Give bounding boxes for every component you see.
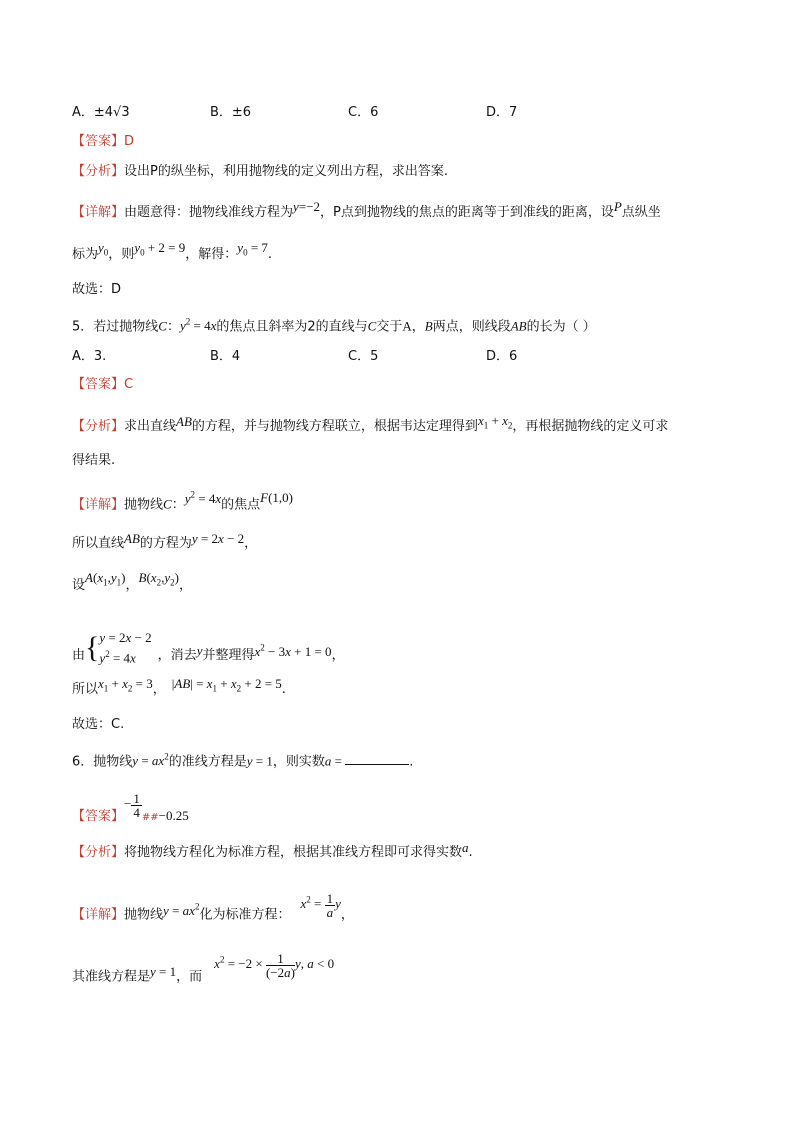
q6-stem: 6．抛物线$y = ax^2$的准线方程是y = 1，则实数a = . xyxy=(72,752,414,770)
detail-text: 并整理得 xyxy=(202,648,255,664)
math-x1x2: $x_1 + x_2$ xyxy=(477,413,513,431)
stem-text: 交于 xyxy=(376,319,403,335)
analysis-tag: 【分析】 xyxy=(72,419,125,434)
detail-tag: 【详解】 xyxy=(72,497,125,513)
math-focus: F(1,0) xyxy=(260,490,294,506)
math-length: $|AB| = x_1 + x_2 + 2 = 5$ xyxy=(171,676,282,694)
q6-detail: 【详解】抛物线$y = ax^2$化为标准方程：$x^2$ = $\frac{1}{a}$ y， xyxy=(72,890,354,923)
answer-alt: −0.25 xyxy=(158,808,189,824)
math-p: P xyxy=(613,199,622,214)
math-c: C xyxy=(163,496,172,512)
stem-text: 两点，则线段 xyxy=(432,319,511,335)
brace-icon: { xyxy=(85,630,100,664)
stem-text: 的长为（ ） xyxy=(526,319,596,335)
detail-text: 所以 xyxy=(72,682,99,697)
q4-answer xyxy=(72,133,134,151)
analysis-text: 的方程，并与抛物线方程联立，根据韦达定理得到 xyxy=(191,419,478,434)
math-b: B xyxy=(424,318,433,334)
math-c: C xyxy=(367,318,377,334)
math-parabola: $y = ax^2$ xyxy=(163,902,200,919)
detail-text: 其准线方程是 xyxy=(72,969,151,985)
q6-answer xyxy=(72,791,189,825)
q4-option-b: B．±6 xyxy=(210,105,252,120)
answer-tag: 【答案】 xyxy=(72,377,125,392)
stem-text: 的焦点且斜率为2的直线与 xyxy=(216,319,368,335)
q5-option-a: A．3. xyxy=(72,349,107,364)
math-a-eq: a = xyxy=(324,753,346,769)
q5-sum: 所以$x_1 + x_2 = 3$， $|AB| = x_1 + x_2 + 2 = 5$. xyxy=(72,676,286,697)
math-quadratic: $x^2 - 3x + 1 = 0$ xyxy=(254,642,332,660)
q4-detail-line2: 标为$y_0$，则$y_0 + 2 = 9$，解得：$y_0 = 7$. xyxy=(72,240,273,262)
math-answer: − $\frac{1}{4}$ xyxy=(124,791,140,820)
q5-line-equation: 所以直线AB的方程为y = 2x − 2， xyxy=(72,531,258,551)
analysis-tag: 【分析】 xyxy=(72,845,125,860)
math-a: A， xyxy=(402,318,425,334)
q4-analysis xyxy=(72,163,448,181)
math-parabola: $y^2 = 4x$ xyxy=(179,317,217,334)
analysis-text: ，再根据抛物线的定义可求 xyxy=(512,419,669,434)
detail-text: ，消去 xyxy=(157,648,197,664)
answer-tag: 【答案】 xyxy=(72,809,125,825)
detail-text: 的焦点 xyxy=(221,497,261,513)
math-standard-form: $x^2$ = $\frac{1}{a}$ y xyxy=(300,890,341,920)
math-y: y xyxy=(196,643,203,659)
stem-text: 5．若过抛物线 xyxy=(72,319,159,335)
math-ab: AB xyxy=(176,414,192,429)
detail-text: 点纵坐 xyxy=(621,205,661,220)
q4-option-d: D．7 xyxy=(486,105,518,120)
detail-text: 由题意得：抛物线准线方程为 xyxy=(124,205,294,220)
q4-detail-line1 xyxy=(72,199,661,222)
detail-text: 所以直线 xyxy=(72,536,125,551)
math-system: y = 2x − 2 $y^2 = 4x$ xyxy=(99,630,152,666)
detail-text: 化为标准方程： xyxy=(199,907,291,923)
stem-text: 6．抛物线 xyxy=(72,754,133,770)
math-line: y = 2x − 2 xyxy=(191,531,245,546)
answer-value: D xyxy=(124,134,135,149)
detail-text: 标为 xyxy=(72,247,99,262)
q5-stem: 5．若过抛物线C：$y^2 = 4x$的焦点且斜率为2的直线与C交于A，B两点，则线段AB的长为（ ） xyxy=(72,317,596,335)
analysis-text: 求出直线 xyxy=(124,419,177,434)
q4-option-c: C．6 xyxy=(348,105,379,120)
math-y0: $y_0$ xyxy=(98,240,109,258)
math-ab: AB xyxy=(124,531,140,546)
q5-option-c: C．5 xyxy=(348,349,379,364)
answer-separator: ## xyxy=(141,812,159,824)
math-point-a: $A(x_1,y_1)$ xyxy=(85,570,126,588)
math-c: C xyxy=(158,318,167,334)
detail-text: 抛物线 xyxy=(124,907,164,923)
stem-text: ，则实数 xyxy=(272,754,325,770)
math-rewrite: $x^2 = -2$ × $\frac{1}{(-2a)}$ y, a < 0 xyxy=(214,950,335,980)
math-equation: $y_0 + 2 = 9$ xyxy=(134,240,186,258)
math-parabola: $y = ax^2$ xyxy=(132,752,169,769)
detail-text: 设 xyxy=(72,578,86,593)
answer-value: C xyxy=(124,377,134,392)
q5-choose: 故选：C. xyxy=(72,717,125,732)
q6-last-line xyxy=(72,950,335,991)
detail-tag: 【详解】 xyxy=(72,907,125,923)
math-parabola: $y^2 = 4x$ xyxy=(184,490,222,507)
q6-analysis: 【分析】将抛物线方程化为标准方程，根据其准线方程即可求得实数a. xyxy=(72,840,473,860)
analysis-text: 将抛物线方程化为标准方程，根据其准线方程即可求得实数 xyxy=(124,845,463,860)
math-sum: $x_1 + x_2 = 3$ xyxy=(98,676,153,694)
q5-detail: 【详解】抛物线C：$y^2 = 4x$的焦点F(1,0) xyxy=(72,490,294,513)
q5-system: 由{ y = 2x − 2 $y^2 = 4x$ ，消去y并整理得$x^2 - 3x + 1 = 0$， xyxy=(72,630,345,666)
q4-option-a: A．±4√3 xyxy=(72,105,130,120)
math-point-b: $B(x_2,y_2)$ xyxy=(138,570,179,588)
q5-option-b: B．4 xyxy=(210,349,241,364)
analysis-tag: 【分析】 xyxy=(72,164,125,179)
math-directrix: y = 1 xyxy=(246,753,273,769)
math-directrix: y=−2 xyxy=(293,199,320,214)
detail-text: ，解得： xyxy=(185,247,238,262)
q5-analysis-line2: 得结果. xyxy=(72,453,116,468)
detail-text: ，则 xyxy=(108,247,135,262)
stem-text: 的准线方程是 xyxy=(168,754,247,770)
q5-points: 设$A(x_1,y_1)$，$B(x_2,y_2)$， xyxy=(72,570,192,593)
q4-choose: 故选：D xyxy=(72,282,122,297)
q5-answer xyxy=(72,376,133,394)
math-a: a xyxy=(462,840,469,855)
analysis-text: 设出P的纵坐标，利用抛物线的定义列出方程，求出答案. xyxy=(124,164,448,179)
detail-text: ，P点到抛物线的焦点的距离等于到准线的距离，设 xyxy=(319,205,614,220)
detail-text: ，而 xyxy=(176,969,203,985)
answer-blank xyxy=(345,752,409,765)
detail-text: 抛物线 xyxy=(124,497,164,513)
math-directrix: y = 1 xyxy=(150,964,177,980)
detail-text: 的方程为 xyxy=(139,536,192,551)
answer-tag: 【答案】 xyxy=(72,134,125,149)
math-result: $y_0 = 7$ xyxy=(237,240,268,258)
detail-tag: 【详解】 xyxy=(72,205,125,220)
q5-analysis-line1 xyxy=(72,413,669,440)
math-ab: AB xyxy=(510,318,527,334)
q5-option-d: D．6 xyxy=(486,349,518,364)
detail-text: 由 xyxy=(72,648,86,664)
